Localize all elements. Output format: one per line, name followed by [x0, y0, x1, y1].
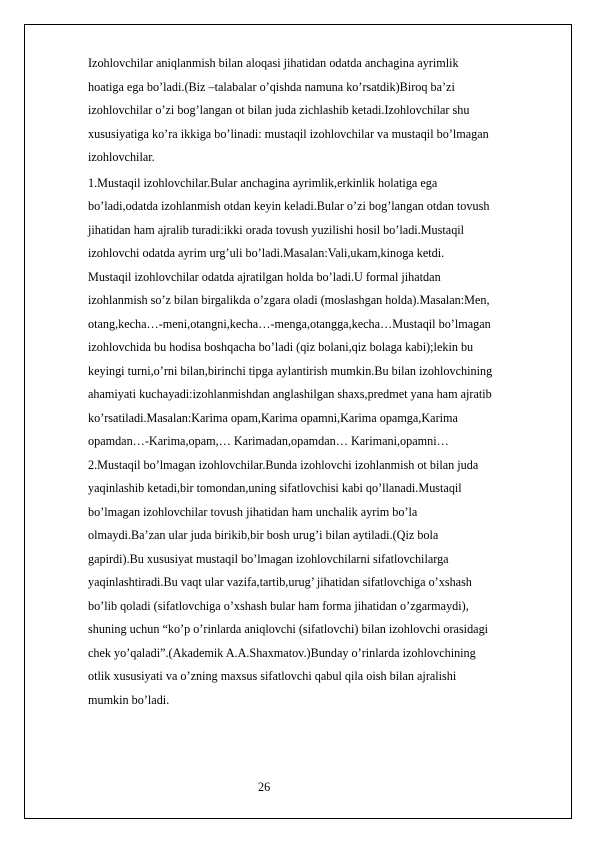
- paragraph-2: [88, 172, 550, 713]
- text-line: yaqinlashib ketadi,bir tomondan,uning sifatlovchisi kabi qo’llanadi.Mustaqil: [88, 481, 462, 495]
- body-text: [88, 52, 550, 712]
- text-line: ahamiyati kuchayadi:izohlanmishdan anglashilgan shaxs,predmet yana ham ajratib: [88, 387, 492, 401]
- text-line: yaqinlashtiradi.Bu vaqt ular vazifa,tartib,urug’ jihatidan sifatlovchiga o’xshash: [88, 575, 472, 589]
- text-line: hoatiga ega bo’ladi.(Biz –talabalar o’qishda namuna ko’rsatdik)Biroq ba’zi: [88, 79, 455, 94]
- text-line: mumkin bo’ladi.: [88, 692, 170, 707]
- text-line: Mustaqil izohlovchilar odatda ajratilgan holda bo’ladi.U formal jihatdan: [88, 269, 441, 284]
- text-line: xususiyatiga ko’ra ikkiga bo’linadi: mustaqil izohlovchilar va mustaqil bo’lmagan: [88, 126, 489, 141]
- page-number: 26: [258, 780, 271, 794]
- text-line: izohlanmish so’z bilan birgalikda o’zgara oladi (moslashgan holda).Masalan:Men,: [88, 293, 490, 307]
- text-line: chek yo’qaladi”.(Akademik A.A.Shaxmatov.)Bunday o’rinlarda izohlovchining: [88, 645, 476, 660]
- text-line: opamdan…-Karima,opam,… Karimadan,opamdan… Karimani,opamni…: [88, 434, 449, 448]
- text-line: gapirdi).Bu xususiyat mustaqil bo’lmagan izohlovchilarni sifatlovchilarga: [88, 551, 449, 566]
- text-line: otang,kecha…-meni,otangni,kecha…-menga,otangga,kecha…Mustaqil bo’lmagan: [88, 316, 491, 331]
- text-line: izohlovchi odatda ayrim urg’uli bo’ladi.Masalan:Vali,ukam,kinoga ketdi.: [88, 246, 445, 260]
- text-line: jihatidan ham ajralib turadi:ikki orada tovush yuzilishi hosil bo’ladi.Mustaqil: [88, 222, 465, 237]
- text-line: izohlovchilar o’zi bog’langan ot bilan juda zichlashib ketadi.Izohlovchilar shu: [88, 103, 470, 117]
- text-line: 1.Mustaqil izohlovchilar.Bular anchagina ayrimlik,erkinlik holatiga ega: [88, 175, 438, 190]
- text-line: izohlovchilar.: [88, 150, 155, 164]
- text-line: olmaydi.Ba’zan ular juda birikib,bir bosh urug’i bilan aytiladi.(Qiz bola: [88, 528, 439, 542]
- text-line: shuning uchun “ko’p o’rinlarda aniqlovchi (sifatlovchi) bilan izohlovchi orasidagi: [88, 622, 489, 636]
- text-line: bo’lib qoladi (sifatlovchiga o’xshash bular ham forma jihatidan o’zgarmaydi),: [88, 598, 469, 613]
- text-line: izohlovchida bu hodisa boshqacha bo’ladi (qiz bolani,qiz bolaga kabi);lekin bu: [88, 340, 474, 354]
- text-line: bo’ladi,odatda izohlanmish otdan keyin keladi.Bular o’zi bog’langan otdan tovush: [88, 199, 490, 213]
- text-line: keyingi turni,o’rni bilan,birinchi tipga aylantirish mumkin.Bu bilan izohlovchining: [88, 363, 493, 378]
- text-line: 2.Mustaqil bo’lmagan izohlovchilar.Bunda izohlovchi izohlanmish ot bilan juda: [88, 457, 479, 472]
- text-line: Izohlovchilar aniqlanmish bilan aloqasi jihatidan odatda anchagina ayrimlik: [88, 56, 459, 70]
- text-line: bo’lmagan izohlovchilar tovush jihatidan ham unchalik ayrim bo’la: [88, 504, 418, 519]
- text-line: ko’rsatiladi.Masalan:Karima opam,Karima opamni,Karima opamga,Karima: [88, 410, 458, 425]
- text-line: otlik xususiyati va o’zning maxsus sifatlovchi qabul qila oish bilan ajralishi: [88, 669, 457, 683]
- paragraph-1: [88, 52, 550, 170]
